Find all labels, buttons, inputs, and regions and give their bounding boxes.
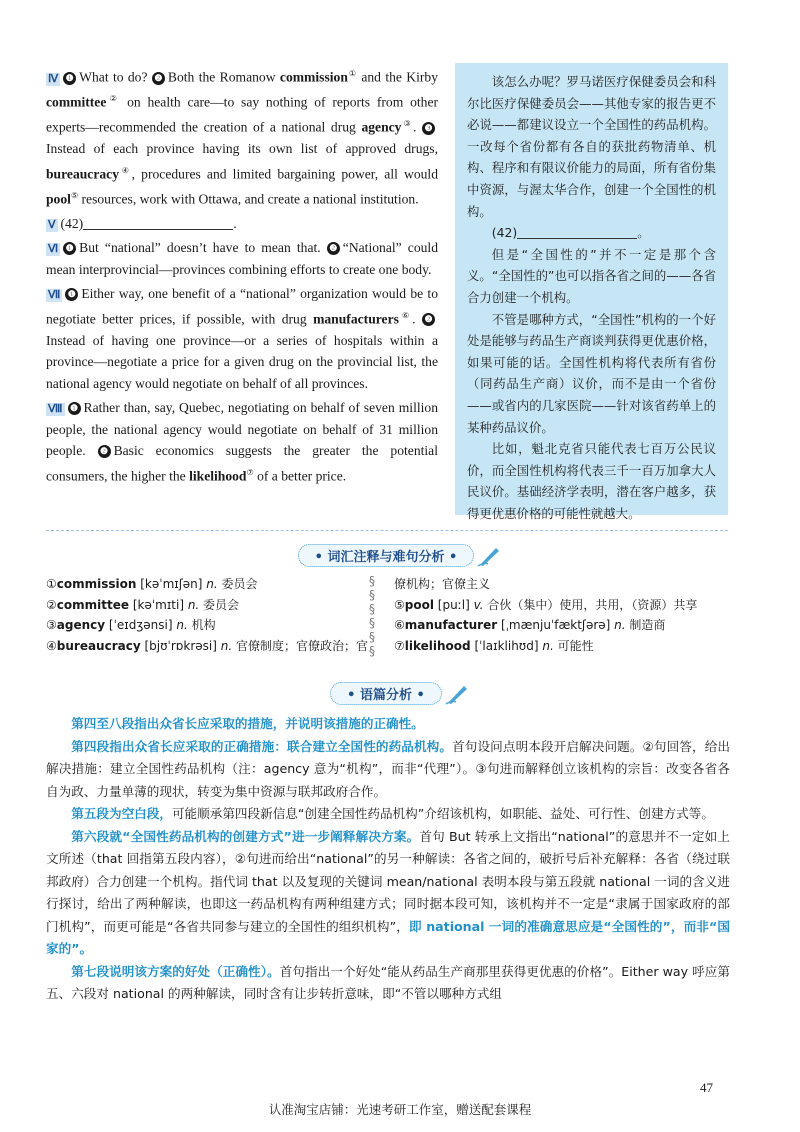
entry-number: ④	[46, 638, 57, 653]
vocab-entry	[394, 595, 697, 616]
entry-meaning: 可能性	[553, 638, 594, 653]
entry-pos: n.	[176, 618, 188, 632]
entry-word: likelihood	[404, 638, 471, 653]
entry-meaning: 官僚制度；官僚政治；官	[232, 638, 368, 653]
entry-phonetic: [kəˈmɪti]	[129, 597, 188, 612]
sentence-number: ❷	[152, 72, 165, 85]
sentence-number: ❶	[63, 72, 76, 85]
text: .	[233, 215, 237, 231]
sentence-number: ❷	[327, 242, 340, 255]
translation-paragraph	[467, 222, 716, 244]
text: “National” could mean interprovincial—provinces combining efforts to create one body.	[46, 240, 438, 277]
footnote-ref: ⑤	[70, 190, 79, 200]
vocab-entry	[394, 615, 697, 636]
footer-note: 认准淘宝店铺：光速考研工作室，赠送配套课程	[268, 1102, 532, 1117]
analysis-paragraph	[46, 803, 730, 826]
footnote-ref: ①	[347, 69, 357, 78]
analysis-highlight: 第四至八段指出众省长应采取的措施，并说明该措施的正确性。	[71, 716, 424, 731]
entry-word: committee	[56, 597, 129, 612]
paragraph-5	[46, 213, 438, 235]
vocab-heading	[0, 544, 800, 567]
text: Basic economics suggests the greater the potential consumers, the higher the	[46, 443, 438, 484]
answer-blank[interactable]	[83, 215, 233, 230]
text: on health care—to say nothing of reports from other experts—recommended the creation of a national drug	[46, 94, 439, 135]
vocab-word: bureaucracy	[46, 166, 119, 182]
sentence-number: ❷	[98, 445, 111, 458]
translation-paragraph: 该怎么办呢？罗马诺医疗保健委员会和科尔比医疗保健委员会——其他专家的报告更不必说——都建议设立一个全国性的药品机构。一改每个省份都有各自的获批药物清单、机构、程序和有限议价能力的局面，所有省份集中资源，与渥太华合作，创建一个全国性的机构。	[467, 74, 716, 219]
vocab-entry	[46, 636, 368, 657]
paragraph-marker: Ⅳ	[48, 72, 59, 85]
text: Both the Romanow	[167, 69, 280, 85]
text: , procedures and limited bargaining power, all would	[131, 166, 438, 182]
footnote-ref: ③	[401, 119, 414, 129]
footnote-ref: ④	[119, 165, 132, 175]
paragraph-marker: Ⅷ	[48, 403, 63, 416]
text: Either way, one benefit of a “national” organization would be to negotiate better prices, if possible, with drug	[46, 286, 438, 327]
entry-meaning: 机构	[187, 618, 216, 632]
paragraph-6	[46, 237, 438, 280]
entry-phonetic: [bjʊˈrɒkrəsi]	[140, 638, 221, 653]
discourse-analysis	[46, 713, 730, 1006]
entry-number: ③	[46, 618, 57, 632]
translation-paragraph: 不管是哪种方式，“全国性”机构的一个好处是能够与药品生产商谈判获得更优惠价格，如果可能的话。全国性机构将代表所有省份（同药品生产商）议价，而不是由一个省份——或省内的几家医院——针对该省药单上的某种药品议价。	[467, 311, 716, 435]
text: But “national” doesn’t have to mean that.	[79, 240, 327, 256]
entry-phonetic: [puːl]	[433, 597, 474, 612]
entry-word: agency	[56, 618, 106, 632]
entry-word: manufacturer	[404, 618, 498, 632]
entry-number: ⑦	[394, 638, 405, 653]
chinese-translation-box	[455, 63, 728, 521]
article-section	[0, 55, 800, 525]
text: of a better price.	[253, 468, 347, 484]
paragraph-4	[46, 63, 438, 210]
answer-blank[interactable]	[517, 224, 637, 239]
question-number: (42)	[491, 225, 518, 241]
analysis-highlight: 第六段就“全国性药品机构的创建方式”进一步阐释解决方案。	[71, 828, 420, 844]
entry-phonetic: [ˈeɪdʒənsi]	[105, 618, 177, 632]
entry-pos: n.	[542, 638, 554, 653]
sentence-number: ❶	[65, 288, 78, 301]
text: .	[413, 119, 423, 135]
vocab-entry	[394, 636, 697, 657]
entry-pos: n.	[614, 618, 626, 632]
page-number: 47	[700, 1080, 713, 1095]
entry-word: commission	[56, 577, 137, 591]
analysis-text: 首句 But 转承上文指出“national”的意思并不一定如上文所述（that 回指第五段内容），②句进而给出“national”的另一种解读：各省之间的，破折号后补充解释：各省（绕过联邦政府）合力创建一个机构。指代词 that 以及复现的关键词 mean/national 表明本段与第五段就 national 一词的含义进行探讨，给出了两种解读，也即这一药品机构有两种组建方式；同时据本段可知，该机构并不一定是“隶属于国家政府的部门机构”，而更可能是“各省共同参与建立的全国性的组织机构”，	[46, 828, 730, 934]
sentence-number: ❶	[68, 402, 81, 415]
entry-meaning: 僚机构；官僚主义	[394, 577, 491, 591]
vocab-word: agency	[361, 119, 402, 135]
analysis-paragraph	[46, 736, 730, 804]
paragraph-marker: Ⅶ	[48, 289, 61, 302]
entry-number: ②	[46, 597, 57, 612]
text: 。	[637, 225, 650, 241]
paragraph-marker: Ⅵ	[48, 243, 59, 256]
paragraph-marker: Ⅴ	[48, 218, 56, 231]
sentence-number: ❸	[422, 122, 435, 135]
entry-word: pool	[404, 597, 434, 612]
analysis-highlight: 第五段为空白段，	[71, 806, 172, 821]
entry-meaning: 委员会	[199, 597, 240, 612]
text: Instead of having one province—or a series of hospitals within a province—negotiate a price for a given drug on the provincial list, the national agency would negotiate on behalf of all provinces.	[46, 332, 438, 391]
paragraph-8	[46, 397, 438, 487]
vocab-word: commission	[279, 69, 348, 85]
entry-pos: n.	[206, 577, 218, 591]
entry-number: ⑤	[394, 597, 405, 612]
analysis-heading	[0, 682, 800, 705]
vocab-entry	[46, 574, 368, 595]
text: and the Kirby	[356, 69, 439, 85]
question-number: (42)	[60, 215, 84, 231]
vocab-word: manufacturers	[313, 311, 399, 327]
entry-phonetic: [ˌmænjuˈfæktʃərə]	[497, 618, 615, 632]
pen-icon	[476, 545, 502, 567]
entry-phonetic: [ˈlaɪklihʊd]	[470, 638, 543, 653]
vocab-word: likelihood	[189, 468, 247, 484]
text: Instead of each province having its own list of approved drugs,	[46, 141, 438, 157]
entry-pos: v.	[473, 597, 484, 612]
entry-meaning: 合伙（集中）使用，共用，（资源）共享	[483, 597, 698, 612]
analysis-text: 首句设问点明本段开启解决问题。②句回答，给出解决措施：建立全国性药品机构（注：agency 意为“机构”，而非“代理”）。③句进而解释创立该机构的宗旨：改变各省各自为政、力量单薄的现状，转变为集中资源与联邦政府合作。	[46, 738, 731, 799]
translation-paragraph: 比如，魁北克省只能代表七百万公民议价，而全国性机构将代表三千一百万加拿大人民议价。基础经济学表明，潜在客户越多，获得更优惠价格的可能性就越大。	[467, 441, 716, 521]
vocab-column-left	[46, 574, 368, 656]
analysis-highlight: 第四段指出众省长应采取的正确措施：联合建立全国性的药品机构。	[71, 738, 453, 754]
analysis-text: 首句指出一个好处“能从药品生产商那里获得更优惠的价格”。Either way 呼应第五、六段对 national 的两种解读，同时含有让步转折意味，即“不管以哪种方式组	[46, 963, 731, 1001]
vocab-column-right	[394, 574, 697, 656]
pen-icon	[444, 683, 470, 705]
entry-phonetic: [kəˈmɪʃən]	[136, 577, 207, 591]
entry-pos: n.	[187, 597, 200, 612]
analysis-highlight: 第七段说明该方案的好处（正确性）。	[71, 963, 280, 979]
entry-word: bureaucracy	[56, 638, 141, 653]
analysis-paragraph	[46, 961, 730, 1006]
vocab-entry	[46, 615, 368, 636]
footnote-ref: ②	[106, 94, 121, 104]
text: resources, work with Ottawa, and create a national institution.	[78, 191, 419, 207]
column-separator: § § § § § §	[369, 574, 375, 658]
analysis-text: 可能顺承第四段新信息“创建全国性药品机构”介绍该机构，如职能、益处、可行性、创建方式等。	[171, 806, 714, 821]
text: What to do?	[79, 69, 148, 85]
translation-paragraph: 但是“全国性的”并不一定是那个含义。“全国性的”也可以指各省之间的——各省合力创建一个机构。	[467, 246, 716, 305]
paragraph-7	[46, 283, 438, 394]
vocab-word: committee	[46, 94, 107, 110]
analysis-paragraph	[46, 826, 730, 961]
analysis-paragraph	[46, 713, 730, 736]
entry-meaning: 制造商	[625, 618, 666, 632]
text: .	[412, 311, 423, 327]
section-divider	[46, 530, 728, 531]
analysis-highlight: 即 national 一词的准确意思应是“全国性的”，而非“国家的”。	[46, 918, 731, 956]
vocab-entry	[394, 574, 697, 595]
entry-pos: n.	[220, 638, 233, 653]
vocab-entry	[46, 595, 368, 616]
entry-number: ⑥	[394, 618, 405, 632]
sentence-number: ❷	[422, 313, 435, 326]
vocab-heading-label: • 词汇注释与难句分析 •	[298, 544, 475, 567]
entry-meaning: 委员会	[217, 577, 258, 591]
entry-number: ①	[46, 577, 57, 591]
english-text	[46, 63, 438, 490]
text: Rather than, say, Quebec, negotiating on behalf of seven million people, the national agency would negotiate on behalf of 31 million people.	[46, 400, 438, 459]
analysis-heading-label: • 语篇分析 •	[330, 682, 442, 705]
sentence-number: ❶	[63, 242, 76, 255]
footnote-ref: ⑥	[398, 310, 413, 320]
footnote-ref: ⑦	[246, 467, 254, 477]
vocab-word: pool	[46, 191, 71, 207]
